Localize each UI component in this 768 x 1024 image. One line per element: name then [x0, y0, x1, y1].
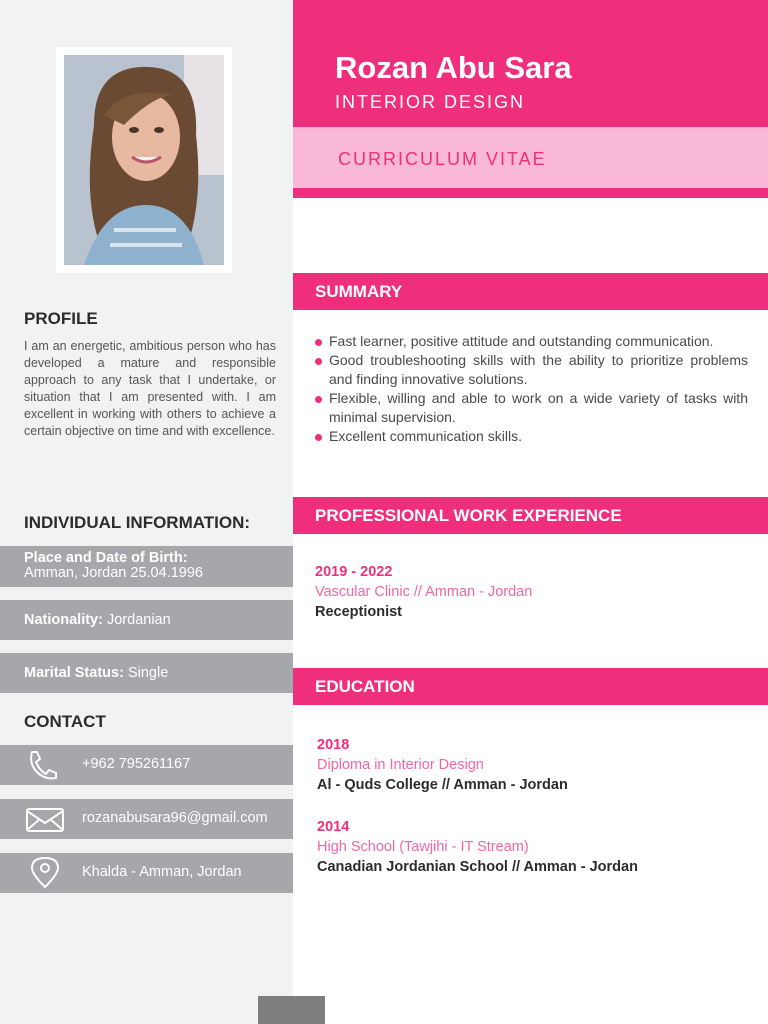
birth-label: Place and Date of Birth: — [24, 550, 188, 566]
bottom-tab — [258, 996, 325, 1024]
contact-phone: +962 795261167 — [82, 756, 191, 772]
summary-item: Fast learner, positive attitude and outstanding communication. — [315, 332, 748, 351]
contact-phone-bar — [0, 745, 293, 785]
contact-address: Khalda - Amman, Jordan — [82, 864, 242, 880]
education-heading: EDUCATION — [293, 668, 768, 705]
education-school: Al - Quds College // Amman - Jordan — [317, 777, 568, 793]
contact-email-bar — [0, 799, 293, 839]
envelope-icon — [24, 803, 66, 835]
work-entry — [315, 562, 532, 622]
education-year: 2018 — [317, 737, 350, 753]
profile-heading: PROFILE — [24, 309, 98, 328]
birth-value: Amman, Jordan 25.04.1996 — [24, 565, 203, 581]
profile-text: I am an energetic, ambitious person who has developed a mature and responsible approach to any task that I undertake, or situation that I am presented with. I am excellent in working with others to achieve a certain objective on time and with excellence. — [24, 339, 276, 438]
education-school: Canadian Jordanian School // Amman - Jordan — [317, 859, 638, 875]
education-entry — [317, 817, 638, 877]
candidate-name: Rozan Abu Sara — [335, 50, 572, 85]
summary-item: Flexible, willing and able to work on a wide variety of tasks with minimal supervision. — [315, 389, 748, 427]
location-pin-icon — [24, 857, 66, 889]
candidate-role: INTERIOR DESIGN — [335, 92, 526, 112]
work-years: 2019 - 2022 — [315, 564, 393, 580]
work-heading: PROFESSIONAL WORK EXPERIENCE — [293, 497, 768, 534]
education-entry — [317, 735, 568, 795]
individual-info-heading: INDIVIDUAL INFORMATION: — [24, 513, 251, 532]
birth-info-bar — [0, 546, 293, 587]
document-title: CURRICULUM VITAE — [338, 149, 547, 169]
work-place: Vascular Clinic // Amman - Jordan — [315, 584, 533, 600]
profile-photo-frame — [56, 47, 232, 273]
portrait-illustration — [64, 55, 224, 265]
profile-photo — [64, 55, 224, 265]
education-degree: High School (Tawjihi - IT Stream) — [317, 839, 529, 855]
education-degree: Diploma in Interior Design — [317, 757, 484, 773]
summary-list — [315, 332, 748, 446]
marital-info-bar — [0, 653, 293, 693]
marital-value: Single — [127, 665, 169, 681]
nationality-info-bar — [0, 600, 293, 640]
nationality-label: Nationality: — [24, 612, 103, 628]
cv-divider — [293, 188, 768, 198]
education-year: 2014 — [317, 819, 350, 835]
phone-icon — [24, 749, 66, 781]
nationality-value: Jordanian — [106, 612, 171, 628]
summary-item: Good troubleshooting skills with the ability to prioritize problems and finding innovative solutions. — [315, 351, 748, 389]
marital-label: Marital Status: — [24, 665, 124, 681]
contact-email: rozanabusara96@gmail.com — [82, 810, 268, 826]
contact-address-bar — [0, 853, 293, 893]
summary-heading: SUMMARY — [293, 273, 768, 310]
work-title: Receptionist — [315, 604, 403, 620]
contact-heading: CONTACT — [24, 712, 106, 731]
summary-item: Excellent communication skills. — [315, 427, 748, 446]
